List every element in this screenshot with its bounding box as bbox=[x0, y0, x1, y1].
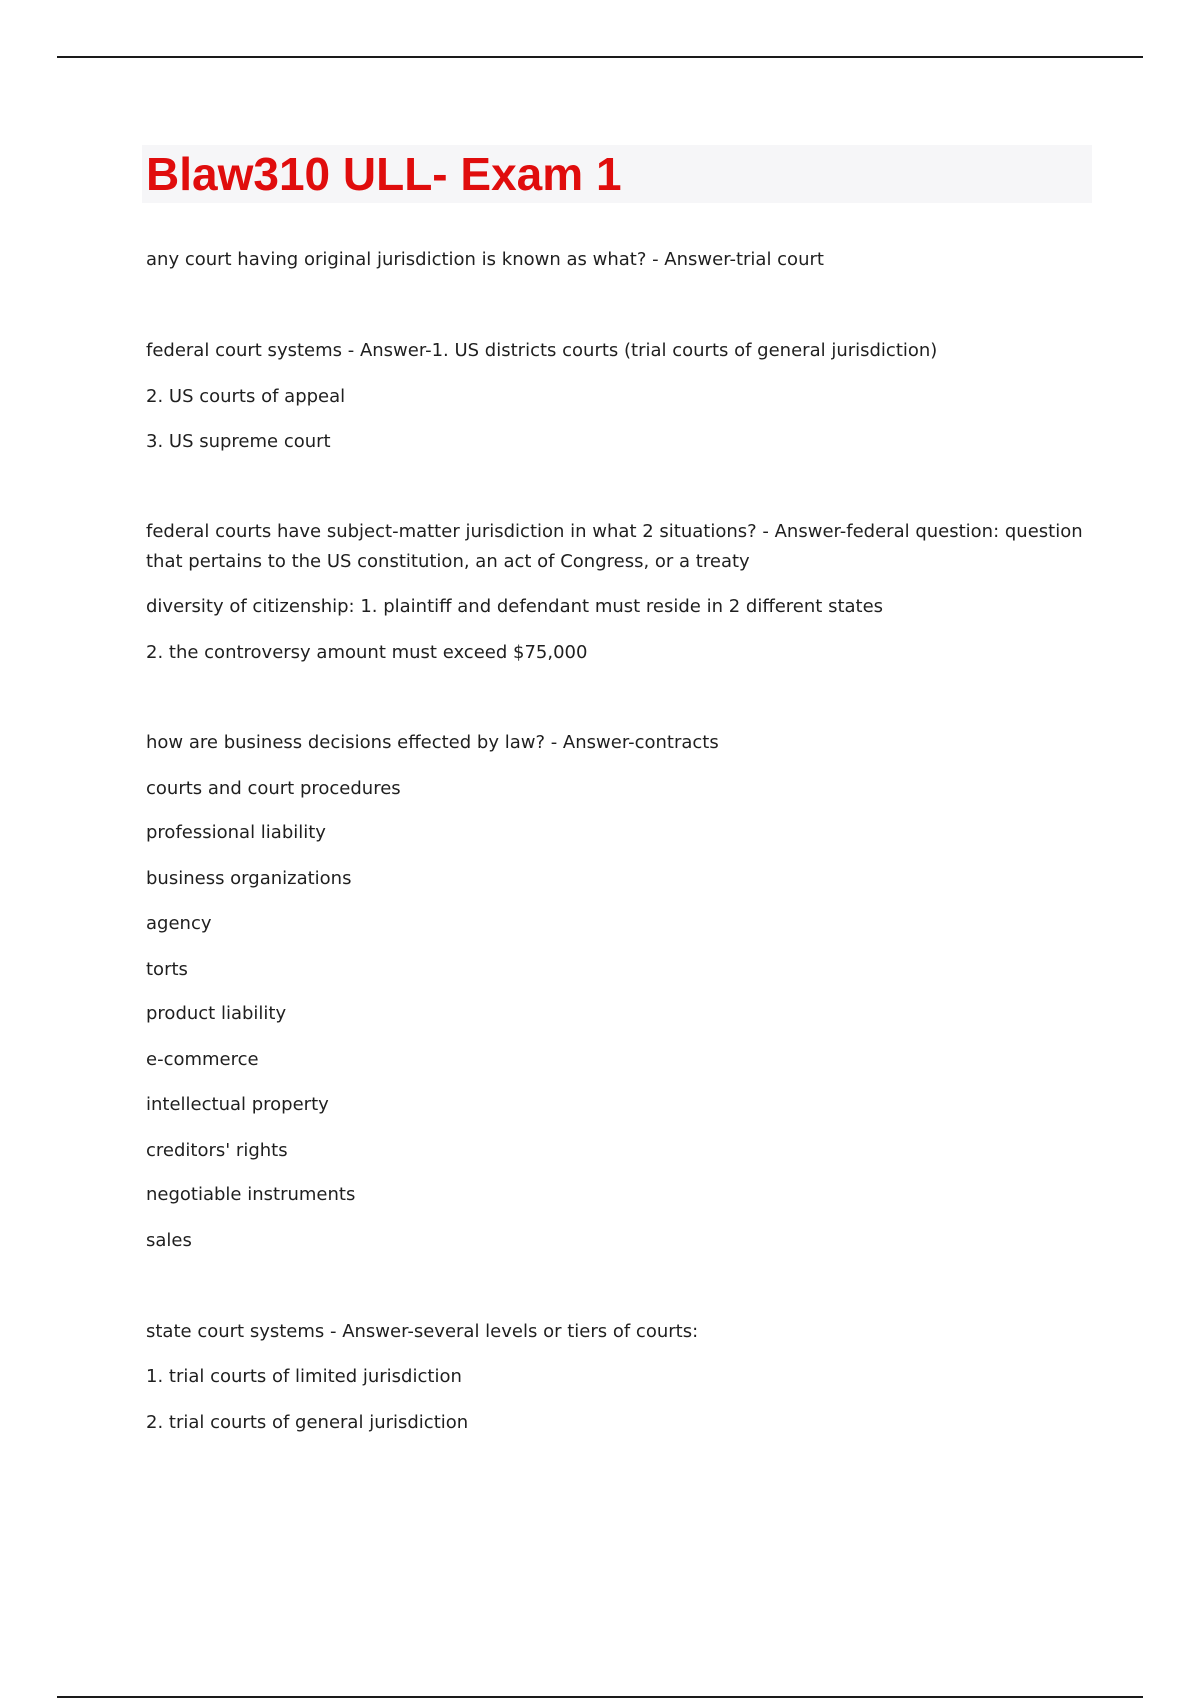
answer-line: 3. US supreme court bbox=[146, 431, 331, 452]
qa-line: federal courts have subject-matter jurisdiction in what 2 situations? - Answer-federal question: question that pertains to the US constitution, an act of Congress, or a treaty bbox=[146, 521, 1083, 572]
answer-line: e-commerce bbox=[146, 1049, 259, 1070]
answer-line: negotiable instruments bbox=[146, 1184, 356, 1205]
answer-line: torts bbox=[146, 959, 188, 980]
answer-line: courts and court procedures bbox=[146, 778, 401, 799]
top-rule bbox=[57, 56, 1143, 58]
bottom-rule bbox=[57, 1696, 1143, 1698]
document-title: Blaw310 ULL- Exam 1 bbox=[146, 148, 622, 200]
answer-line: 2. US courts of appeal bbox=[146, 386, 346, 407]
answer-line: agency bbox=[146, 913, 212, 934]
answer-line: sales bbox=[146, 1230, 192, 1251]
answer-line: 2. the controversy amount must exceed $75,000 bbox=[146, 642, 588, 663]
qa-line: federal court systems - Answer-1. US districts courts (trial courts of general jurisdiction) bbox=[146, 340, 938, 361]
answer-line: 1. trial courts of limited jurisdiction bbox=[146, 1366, 462, 1387]
answer-line: professional liability bbox=[146, 822, 326, 843]
answer-line: diversity of citizenship: 1. plaintiff and defendant must reside in 2 different states bbox=[146, 596, 884, 617]
answer-line: 2. trial courts of general jurisdiction bbox=[146, 1412, 469, 1433]
answer-line: product liability bbox=[146, 1003, 287, 1024]
answer-line: business organizations bbox=[146, 868, 352, 889]
qa-line: any court having original jurisdiction is known as what? - Answer-trial court bbox=[146, 249, 824, 270]
qa-line: how are business decisions effected by law? - Answer-contracts bbox=[146, 732, 719, 753]
answer-line: intellectual property bbox=[146, 1094, 329, 1115]
answer-line: creditors' rights bbox=[146, 1140, 288, 1161]
qa-line: state court systems - Answer-several levels or tiers of courts: bbox=[146, 1321, 699, 1342]
